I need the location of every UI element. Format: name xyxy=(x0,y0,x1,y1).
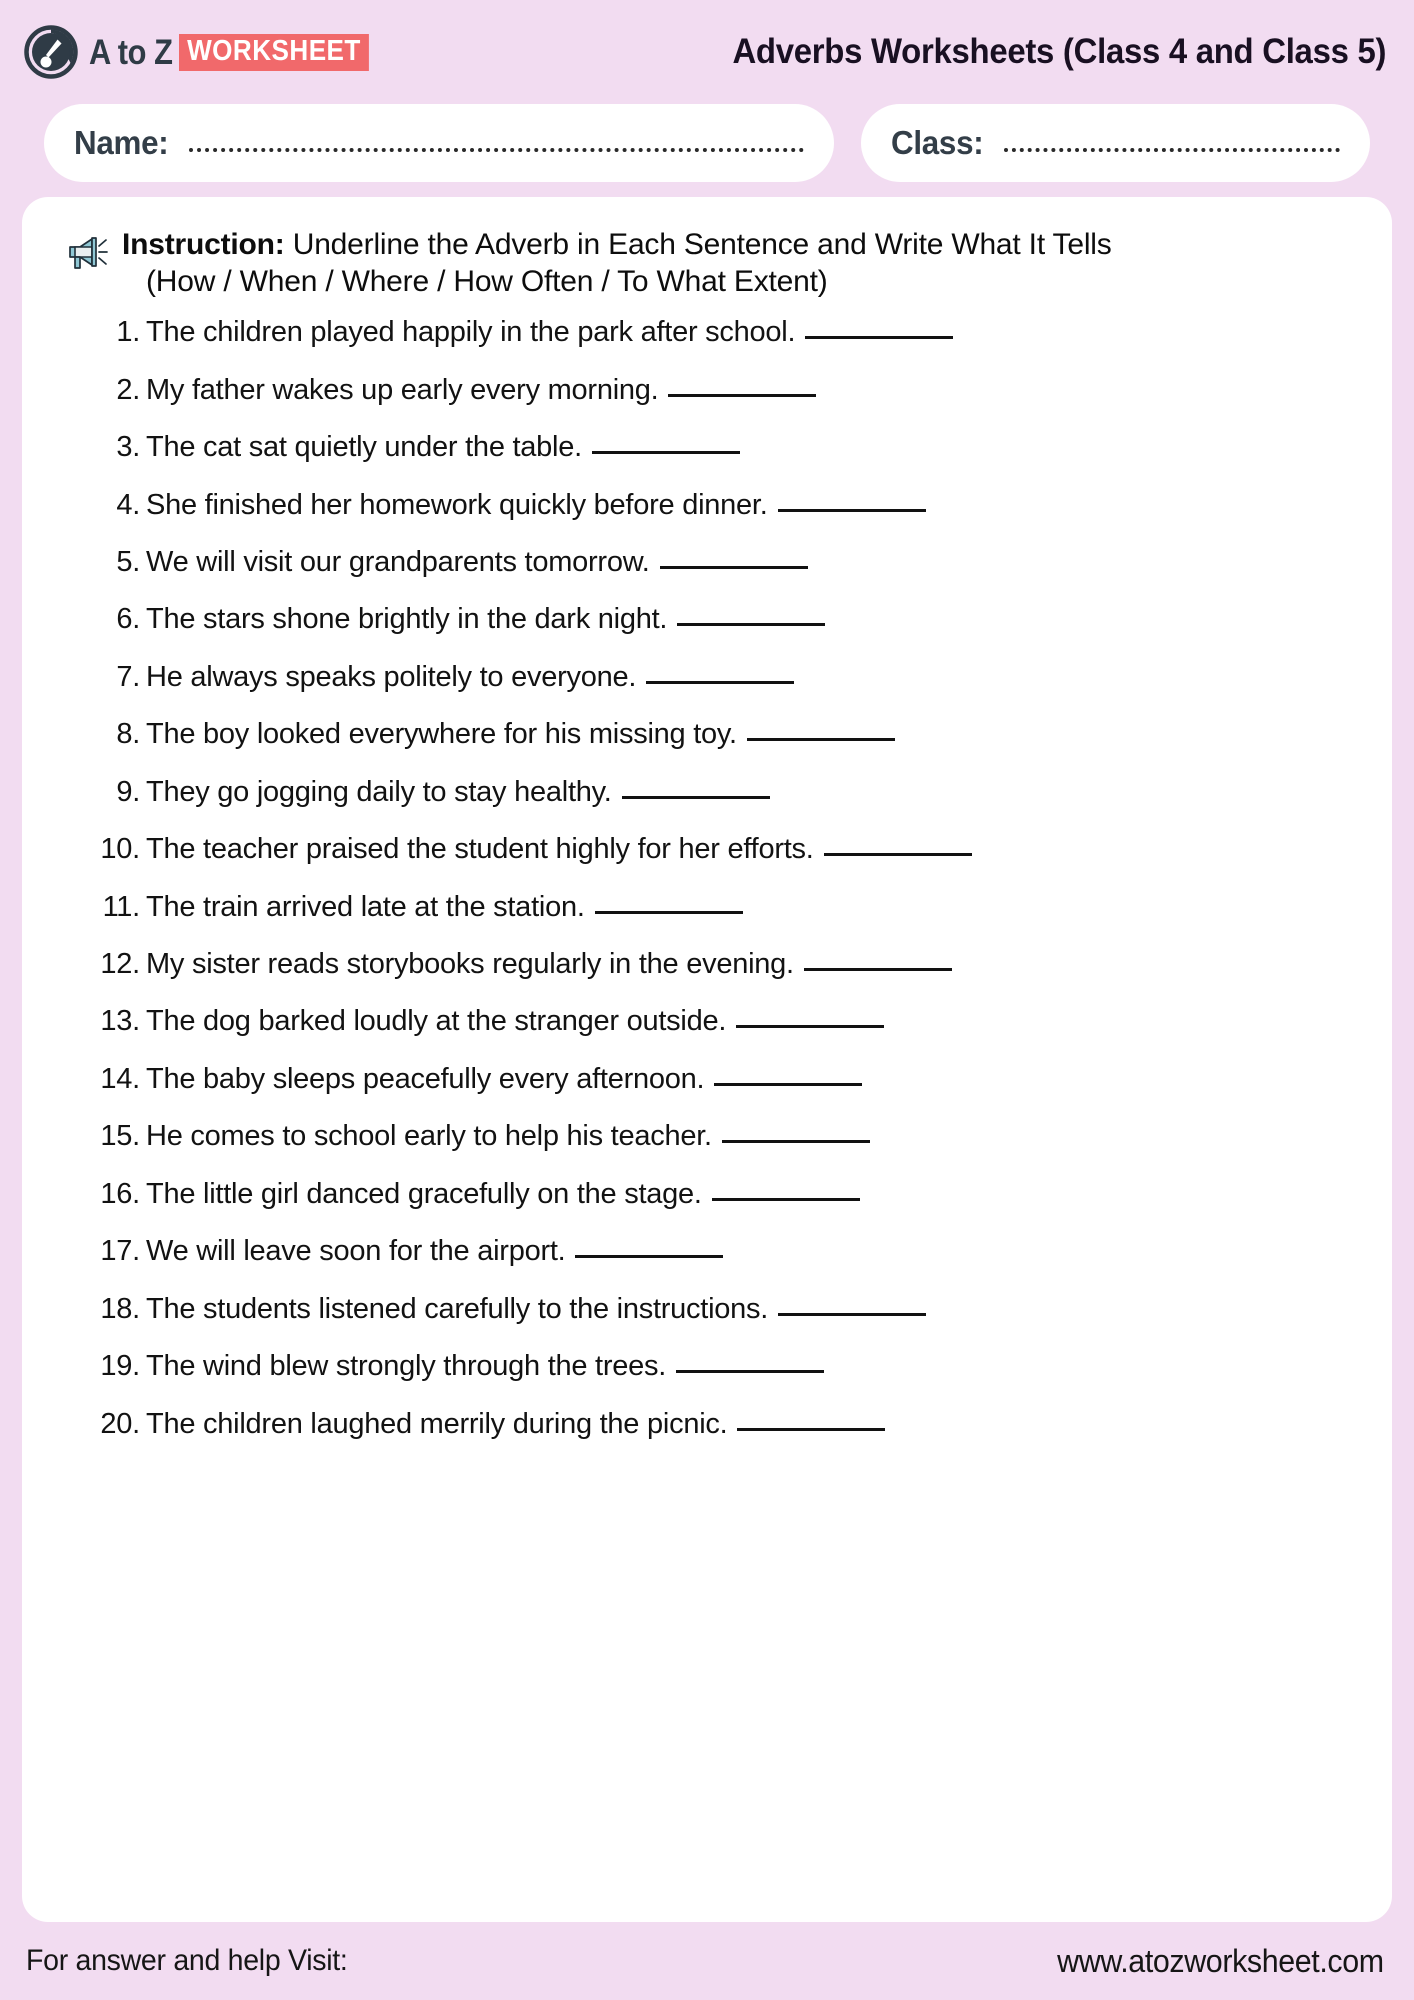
instruction-block xyxy=(56,227,1358,300)
answer-blank[interactable] xyxy=(592,451,740,454)
instruction-line-1: Underline the Adverb in Each Sentence and Write What It Tells xyxy=(292,228,1112,261)
question-text: He comes to school early to help his teacher. xyxy=(146,1121,870,1151)
question-number: 2. xyxy=(116,373,140,406)
question-row xyxy=(78,490,1358,520)
name-field-container[interactable] xyxy=(44,104,834,182)
question-number: 5. xyxy=(116,545,140,578)
answer-blank[interactable] xyxy=(747,738,895,741)
question-number: 14. xyxy=(100,1062,140,1095)
question-text: They go jogging daily to stay healthy. xyxy=(146,777,770,807)
question-number: 18. xyxy=(100,1292,140,1325)
question-row xyxy=(78,1409,1358,1439)
question-number: 17. xyxy=(100,1235,140,1268)
question-text: The train arrived late at the station. xyxy=(146,892,743,922)
answer-blank[interactable] xyxy=(714,1083,862,1086)
instruction-lead: Instruction: xyxy=(122,228,285,261)
answer-blank[interactable] xyxy=(676,1370,824,1373)
answer-blank[interactable] xyxy=(824,853,972,856)
answer-blank[interactable] xyxy=(677,623,825,626)
name-input[interactable] xyxy=(189,148,804,152)
question-text: He always speaks politely to everyone. xyxy=(146,662,794,692)
question-row xyxy=(78,432,1358,462)
answer-blank[interactable] xyxy=(646,681,794,684)
question-text: The students listened carefully to the instructions. xyxy=(146,1294,926,1324)
question-row xyxy=(78,892,1358,922)
worksheet-card xyxy=(22,197,1392,1922)
question-row xyxy=(78,1006,1358,1036)
question-row xyxy=(78,1064,1358,1094)
class-label: Class: xyxy=(891,124,984,161)
question-text: The little girl danced gracefully on the stage. xyxy=(146,1179,860,1209)
question-text: The boy looked everywhere for his missing toy. xyxy=(146,719,895,749)
answer-blank[interactable] xyxy=(622,796,770,799)
question-number: 13. xyxy=(100,1005,140,1038)
question-number: 1. xyxy=(116,316,140,349)
footer-help-text: For answer and help Visit: xyxy=(26,1944,348,1977)
question-text: We will leave soon for the airport. xyxy=(146,1236,723,1266)
answer-blank[interactable] xyxy=(804,968,952,971)
question-number: 16. xyxy=(100,1177,140,1210)
footer-website-url[interactable]: www.atozworksheet.com xyxy=(1057,1942,1384,1979)
page-footer xyxy=(0,1922,1414,2000)
pen-in-circle-logo-icon xyxy=(24,25,78,79)
question-number: 11. xyxy=(102,890,140,923)
instruction-line-2: (How / When / Where / How Often / To What Extent) xyxy=(146,264,828,298)
question-number: 19. xyxy=(100,1350,140,1383)
brand-name: A to Z xyxy=(89,32,173,72)
class-input[interactable] xyxy=(1004,148,1340,152)
answer-blank[interactable] xyxy=(736,1025,884,1028)
student-info-row xyxy=(0,104,1414,182)
page-title: Adverbs Worksheets (Class 4 and Class 5) xyxy=(732,32,1386,71)
question-row xyxy=(78,1294,1358,1324)
question-text: The wind blew strongly through the trees. xyxy=(146,1351,824,1381)
question-row xyxy=(78,604,1358,634)
class-field-container[interactable] xyxy=(861,104,1370,182)
question-text: The children laughed merrily during the picnic. xyxy=(146,1409,885,1439)
answer-blank[interactable] xyxy=(668,394,816,397)
answer-blank[interactable] xyxy=(722,1140,870,1143)
question-row xyxy=(78,1121,1358,1151)
question-number: 12. xyxy=(100,948,140,980)
answer-blank[interactable] xyxy=(805,336,953,339)
question-number: 15. xyxy=(100,1120,140,1153)
question-number: 8. xyxy=(116,718,140,751)
question-text: The stars shone brightly in the dark night. xyxy=(146,604,825,634)
question-number: 6. xyxy=(116,603,140,636)
question-text: My sister reads storybooks regularly in the evening. xyxy=(146,949,952,979)
brand-badge: WORKSHEET xyxy=(179,34,369,71)
question-row xyxy=(78,1236,1358,1266)
question-number: 9. xyxy=(116,775,140,808)
name-label: Name: xyxy=(74,124,169,161)
question-row xyxy=(78,834,1358,864)
question-text: The cat sat quietly under the table. xyxy=(146,432,740,462)
question-number: 7. xyxy=(116,660,140,693)
answer-blank[interactable] xyxy=(712,1198,860,1201)
question-text: She finished her homework quickly before dinner. xyxy=(146,490,926,520)
answer-blank[interactable] xyxy=(660,566,808,569)
question-text: The teacher praised the student highly for her efforts. xyxy=(146,834,972,864)
question-row xyxy=(78,949,1358,979)
question-number: 3. xyxy=(116,431,140,464)
answer-blank[interactable] xyxy=(575,1255,723,1258)
instruction-text xyxy=(122,227,1112,300)
question-list xyxy=(56,317,1358,1439)
question-number: 10. xyxy=(100,833,140,866)
answer-blank[interactable] xyxy=(595,911,743,914)
question-row xyxy=(78,375,1358,405)
question-text: The children played happily in the park after school. xyxy=(146,317,953,347)
question-text: The baby sleeps peacefully every afternoon. xyxy=(146,1064,862,1094)
question-row xyxy=(78,777,1358,807)
page-header xyxy=(0,0,1414,104)
question-row xyxy=(78,719,1358,749)
question-number: 4. xyxy=(116,488,140,521)
question-row xyxy=(78,317,1358,347)
brand-logo[interactable] xyxy=(24,25,390,79)
answer-blank[interactable] xyxy=(737,1428,885,1431)
question-text: My father wakes up early every morning. xyxy=(146,375,816,405)
answer-blank[interactable] xyxy=(778,1313,926,1316)
question-text: The dog barked loudly at the stranger outside. xyxy=(146,1006,884,1036)
question-row xyxy=(78,1351,1358,1381)
question-row xyxy=(78,662,1358,692)
question-text: We will visit our grandparents tomorrow. xyxy=(146,547,808,577)
megaphone-icon xyxy=(66,234,110,272)
question-row xyxy=(78,1179,1358,1209)
question-number: 20. xyxy=(100,1407,140,1440)
question-row xyxy=(78,547,1358,577)
answer-blank[interactable] xyxy=(778,509,926,512)
